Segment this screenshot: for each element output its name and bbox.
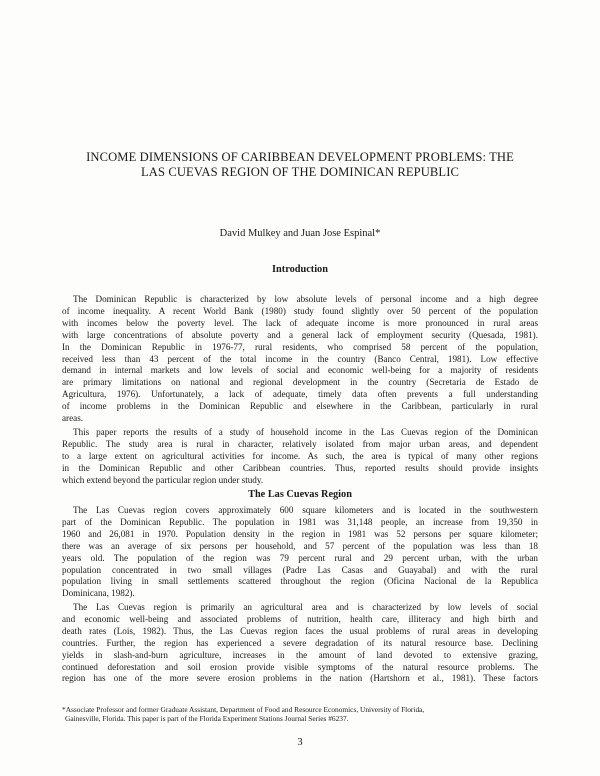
text-line: with incomes below the poverty level. The lack of adequate income is more pronounced in rural areas [62,317,538,328]
text-line: countries. Further, the region has experienced a severe degradation of its natural resource base. Declining [62,637,538,648]
title-line-1: INCOME DIMENSIONS OF CARIBBEAN DEVELOPMENT PROBLEMS: THE [86,150,514,164]
text-line: of income problems in the Dominican Republic and elsewhere in the Caribbean, particularly in rural [62,401,538,412]
paragraph-region-1 [62,505,538,600]
authors: David Mulkey and Juan Jose Espinal* [219,228,381,239]
title-line-2: LAS CUEVAS REGION OF THE DOMINICAN REPUBLIC [141,165,459,179]
text-line: region has one of the more severe erosion problems in the nation (Hartshorn et al., 1981). These factors [62,673,538,684]
text-line: Agricultura, 1976). Unfortunately, a lack of adequate, timely data often prevents a full understanding [62,389,538,400]
text-line: areas. [62,413,84,424]
text-line: of income inequality. A recent World Bank (1980) study found slightly over 50 percent of the population [62,305,538,316]
text-line: are primary limitations on national and regional development in the country (Secretaria de Estado de [62,377,538,388]
text-line: The Dominican Republic is characterized by low absolute levels of personal income and a high degree [73,294,538,304]
page-number: 3 [297,737,303,748]
text-line: part of the Dominican Republic. The population in 1981 was 31,148 people, an increase from 19,350 in [62,516,538,527]
paragraph-intro-1 [62,294,538,425]
text-line: In the Dominican Republic in 1976-77, rural residents, who comprised 58 percent of the population, [62,341,538,352]
text-line: with large concentrations of absolute poverty and a general lack of employment security (Quesada, 1981). [62,329,538,340]
text-line: This paper reports the results of a study of household income in the Las Cuevas region of the Dominican [73,427,538,437]
text-line: demand in internal markets and low levels of social and economic well-being for a majority of residents [62,365,538,376]
text-line: The Las Cuevas region covers approximately 600 square kilometers and is located in the southwestern [73,505,538,515]
footnote-line: Gainesville, Florida. This paper is part of the Florida Experiment Stations Journal Series #6237. [65,714,349,724]
text-line: Dominicana, 1982). [62,588,135,599]
paragraph-region-2 [62,602,538,685]
text-line: population living in small settlements scattered throughout the region (Oficina Nacional de la Republica [62,576,538,587]
text-line: received less than 43 percent of the total income in the country (Banco Central, 1981). Low effective [62,353,538,364]
text-line: which extend beyond the particular region under study. [62,474,264,485]
text-line: and economic well-being and associated problems of nutrition, health care, illiteracy and high birth and [62,613,538,624]
text-line: Republic. The study area is rural in character, relatively isolated from major urban areas, and dependent [62,438,538,449]
text-line: there was an average of six persons per household, and 57 percent of the population was less than 18 [62,540,538,551]
text-line: 1960 and 26,081 in 1970. Population density in the region in 1981 was 52 persons per square kilometer; [62,528,538,539]
section-heading-las-cuevas-region: The Las Cuevas Region [248,489,352,500]
section-heading-introduction: Introduction [272,264,328,275]
text-line: The Las Cuevas region is primarily an agricultural area and is characterized by low levels of social [73,602,538,612]
text-line: to a large extent on agricultural activities for income. As such, the area is typical of many other regions [62,450,538,461]
text-line: in the Dominican Republic and other Caribbean countries. Thus, reported results should provide insights [62,462,538,473]
footnote-line: *Associate Professor and former Graduate Assistant, Department of Food and Resource Economics, University of Florida, [62,705,425,714]
text-line: years old. The population of the region was 79 percent rural and 29 percent urban, with the urban [62,552,538,563]
text-line: population concentrated in two small villages (Padre Las Casas and Guayabal) and with the rural [62,564,538,575]
text-line: yields in slash-and-burn agriculture, increases in the amount of land devoted to extensive grazing, [62,649,538,660]
text-line: continued deforestation and soil erosion provide visible symptoms of the natural resource problems. The [62,661,538,672]
text-line: death rates (Lois, 1982). Thus, the Las Cuevas region faces the usual problems of rural areas in developing [62,625,538,636]
footnote [62,705,538,724]
paper-title [40,150,560,180]
paragraph-intro-2 [62,427,538,487]
